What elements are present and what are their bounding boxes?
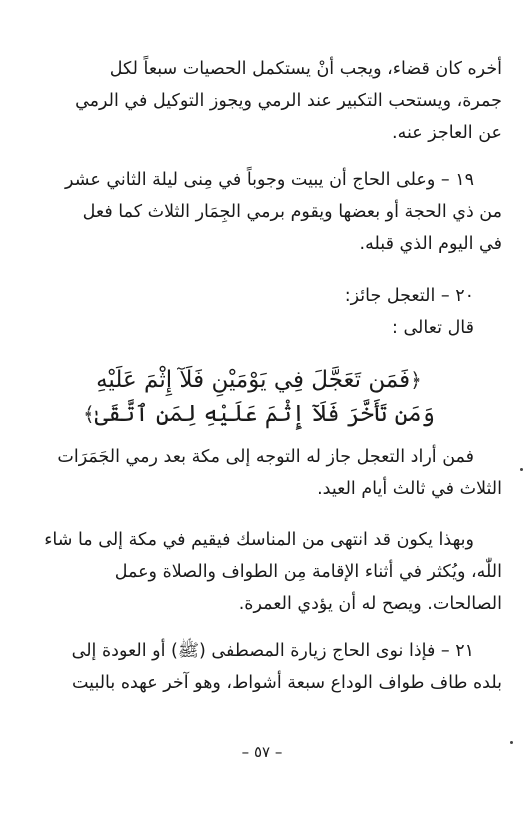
verse-line-1 [24, 363, 494, 397]
verse-text-1: فَمَن تَعَجَّلَ فِي يَوْمَيْنِ فَلَآ إِثْمَ عَلَيْهِ [96, 367, 411, 393]
text-line: عن العاجز عنه. [392, 123, 502, 143]
text-line: جمرة، ويستحب التكبير عند الرمي ويجوز التوكيل في الرمي [75, 91, 502, 111]
scan-speck [520, 468, 523, 471]
text-line: الصالحات. ويصح له أن يؤدي العمرة. [238, 594, 502, 614]
verse-close-bracket: ﴾ [82, 402, 95, 426]
paragraph-1 [18, 53, 502, 149]
verse-text-2: وَمَن تَأَخَّرَ فَلَآ إِثْمَ عَلَيْهِ لِمَنِ ٱتَّقَىٰ [94, 401, 436, 427]
paragraph-3 [18, 280, 502, 344]
text-line: بلده طاف طواف الوداع سبعة أشواط، وهو آخر عهده بالبيت [71, 673, 502, 693]
page-number: – ٥٧ – [241, 743, 283, 761]
verse-open-bracket: ﴿ [410, 368, 422, 392]
text-line: في اليوم الذي قبله. [359, 234, 502, 254]
text-line: فمن أراد التعجل جاز له التوجه إلى مكة بعد رمي الجَمَرَات [57, 447, 474, 467]
paragraph-6 [18, 635, 502, 699]
text-line: أخره كان قضاء، ويجب أنْ يستكمل الحصيات سبعاً لكل [109, 59, 502, 79]
text-line: اللّٰه، ويُكثر في أثناء الإقامة مِن الطواف والصلاة وعمل [114, 562, 502, 582]
text-line: وبهذا يكون قد انتهى من المناسك فيقيم في مكة إلى ما شاء [44, 530, 474, 550]
text-line: من ذي الحجة أو بعضها ويقوم برمي الجِمَار الثلاث كما فعل [82, 202, 502, 222]
text-line: ٢١ – فإذا نوى الحاج زيارة المصطفى (ﷺ) أو العودة إلى [71, 641, 474, 661]
section-heading: ٢٠ – التعجل جائز: [344, 286, 474, 306]
paragraph-2 [18, 164, 502, 260]
verse-intro: قال تعالى : [392, 318, 474, 338]
quran-verse [24, 363, 494, 431]
verse-line-2 [24, 397, 494, 431]
paragraph-4 [18, 441, 502, 505]
paragraph-5 [18, 524, 502, 620]
text-line: ١٩ – وعلى الحاج أن يبيت وجوباً في مِنى ليلة الثاني عشر [65, 170, 474, 190]
text-line: الثلاث في ثالث أيام العيد. [317, 479, 502, 499]
scan-speck [510, 741, 513, 744]
